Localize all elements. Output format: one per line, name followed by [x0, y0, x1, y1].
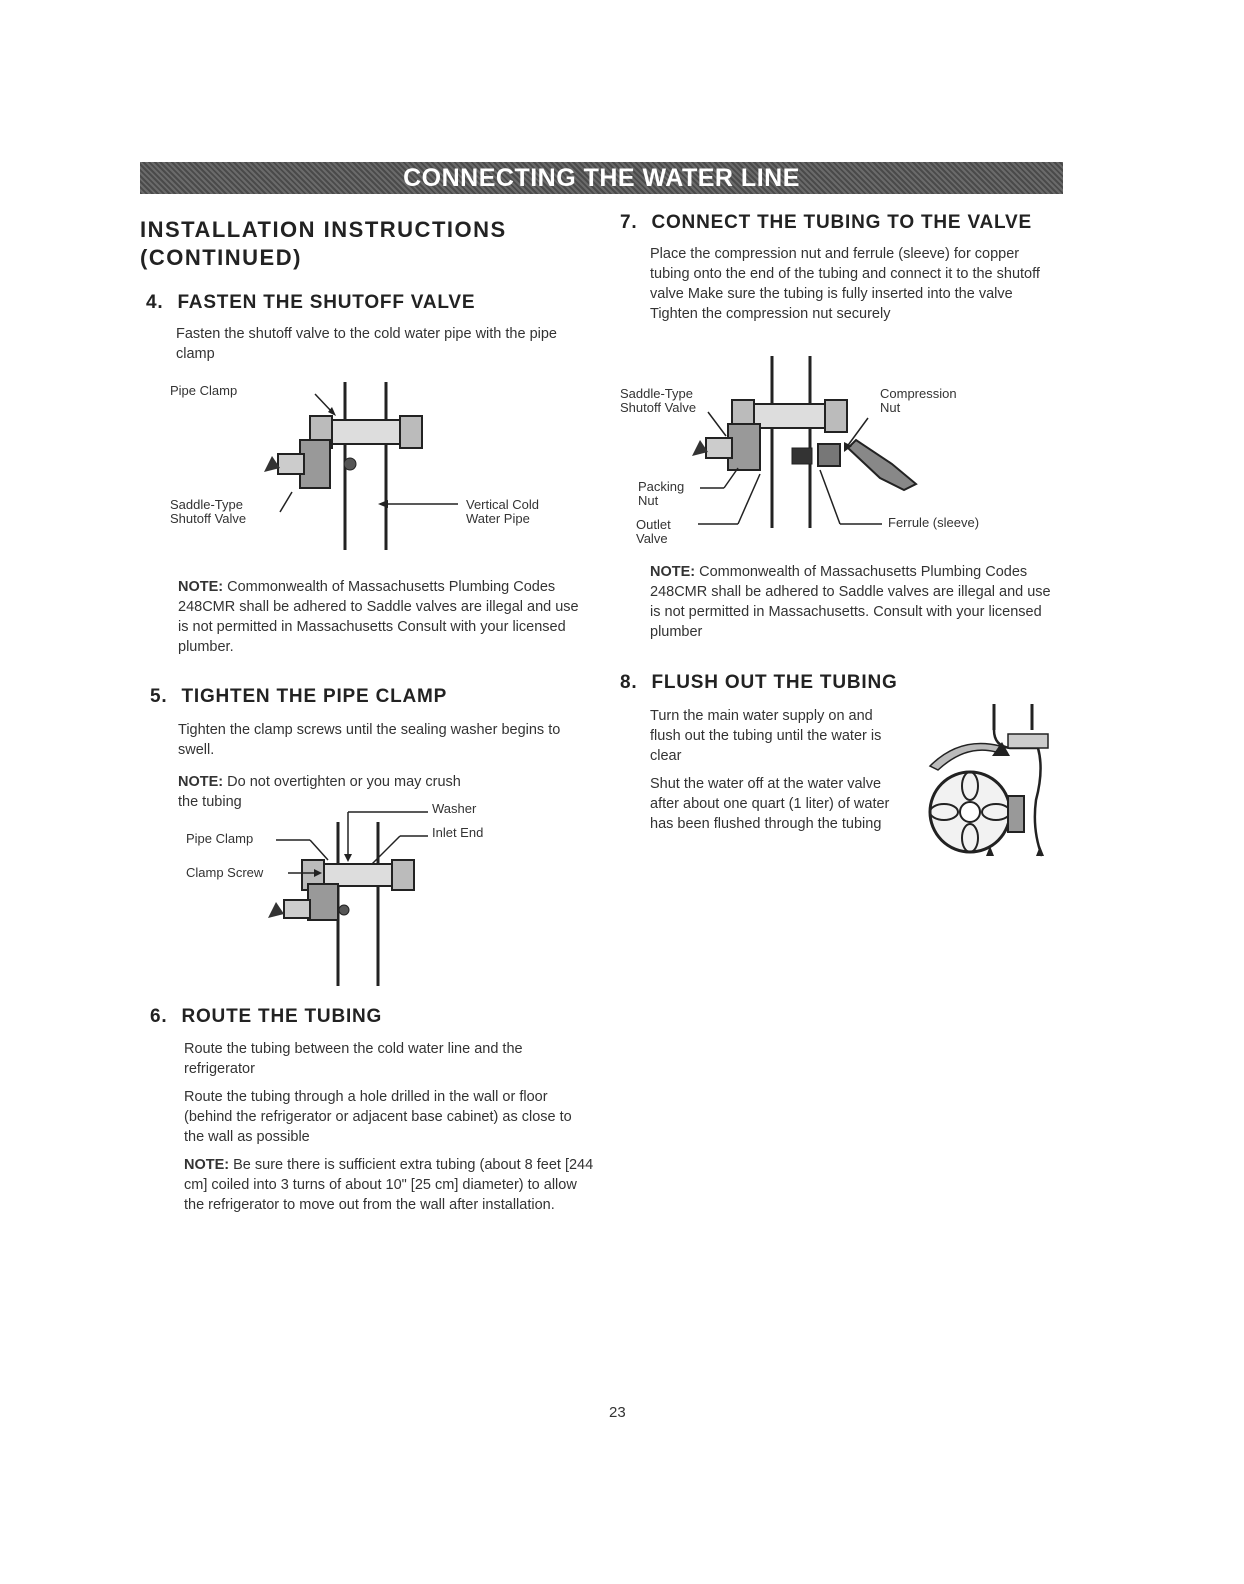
main-title-line1: INSTALLATION INSTRUCTIONS: [140, 217, 507, 242]
step5-note-line1: Do not overtighten or you may crush: [227, 774, 461, 790]
step5-heading: [150, 686, 447, 708]
section-banner: [140, 162, 1063, 194]
step4-note-text: Commonwealth of Massachusetts Plumbing Codes 248CMR shall be adhered to Saddle valves are illegal and use is not permitted in Massachusetts Consult with your licensed plumber.: [178, 579, 579, 655]
step6-note: [184, 1155, 594, 1215]
step8-title: FLUSH OUT THE TUBING: [651, 672, 898, 693]
label-saddle-type-valve: [170, 498, 246, 526]
banner-title: CONNECTING THE WATER LINE: [403, 163, 800, 192]
step7-title: CONNECT THE TUBING TO THE VALVE: [651, 212, 1032, 233]
step8-p1: Turn the main water supply on and flush out the tubing until the water is clear: [650, 708, 882, 764]
step7-note: [650, 562, 1062, 642]
water-valve-illustration: [910, 700, 1060, 862]
step5-number: 5.: [150, 686, 168, 707]
step7-note-text: Commonwealth of Massachusetts Plumbing Codes 248CMR shall be adhered to Saddle valves are illegal and use is not permitted in Massachusetts. Consult with your licensed plumber: [650, 564, 1051, 640]
label-pipe-clamp: Pipe Clamp: [170, 383, 238, 398]
label-vertical-line1: Vertical Cold: [466, 497, 539, 512]
label-packing-line2: Nut: [638, 493, 659, 508]
main-title: [140, 216, 507, 272]
label-saddle-7-line1: Saddle-Type: [620, 386, 693, 401]
label-saddle-line2: Shutoff Valve: [170, 511, 247, 526]
step8-p2: Shut the water off at the water valve after about one quart (1 liter) of water has been flushed through the tubing: [650, 776, 890, 832]
step4-title: FASTEN THE SHUTOFF VALVE: [177, 292, 476, 313]
step4-heading: [146, 292, 475, 314]
label-packing-nut: [638, 480, 684, 508]
label-compression-line2: Nut: [880, 400, 901, 415]
step4-text: Fasten the shutoff valve to the cold water pipe with the pipe clamp: [176, 326, 557, 362]
step6-heading: [150, 1006, 382, 1028]
step6-note-label: NOTE:: [184, 1157, 230, 1173]
step6-p2: Route the tubing through a hole drilled in the wall or floor (behind the refrigerator or adjacent base cabinet) as close to the wall as possible: [184, 1089, 572, 1145]
step7-number: 7.: [620, 212, 638, 233]
step5-text: Tighten the clamp screws until the sealing washer begins to swell.: [178, 722, 561, 758]
step6-p1: Route the tubing between the cold water line and the refrigerator: [184, 1041, 523, 1077]
label-outlet-valve: [636, 518, 671, 546]
step5-title: TIGHTEN THE PIPE CLAMP: [181, 686, 448, 707]
step6-number: 6.: [150, 1006, 168, 1027]
label-pipe-clamp-5: Pipe Clamp: [186, 831, 254, 846]
step7-text: Place the compression nut and ferrule (sleeve) for copper tubing onto the end of the tubing and connect it to the shutoff valve Make sure the tubing is fully inserted into the valve Tighten the compression nut securely: [650, 246, 1040, 322]
label-compression-nut: [880, 387, 957, 415]
label-outlet-line1: Outlet: [636, 517, 671, 532]
label-washer: Washer: [432, 801, 477, 816]
step5-note-label: NOTE:: [178, 774, 224, 790]
label-vertical-cold-water-pipe: [466, 498, 539, 526]
label-saddle-line1: Saddle-Type: [170, 497, 243, 512]
step6-title: ROUTE THE TUBING: [181, 1006, 383, 1027]
label-packing-line1: Packing: [638, 479, 685, 494]
label-saddle-7-line2: Shutoff Valve: [620, 400, 697, 415]
label-vertical-line2: Water Pipe: [466, 511, 530, 526]
step6-note-text: Be sure there is sufficient extra tubing (about 8 feet [244 cm] coiled into 3 turns of about 10" [25 cm] diameter) to allow the refrigerator to move out from the wall after installation.: [184, 1157, 594, 1213]
label-outlet-line2: Valve: [636, 531, 668, 546]
step4-note: [178, 577, 580, 657]
step7-note-label: NOTE:: [650, 564, 696, 580]
step5-note-line2: the tubing: [178, 794, 242, 810]
label-inlet-end: Inlet End: [432, 825, 484, 840]
label-ferrule: Ferrule (sleeve): [888, 515, 980, 530]
label-saddle-type-valve-7: [620, 387, 696, 415]
step6-body: [184, 1039, 594, 1223]
main-title-line2: (CONTINUED): [140, 245, 302, 270]
label-compression-line1: Compression: [880, 386, 957, 401]
step4-number: 4.: [146, 292, 164, 313]
step7-heading: [620, 212, 1032, 234]
label-clamp-screw: Clamp Screw: [186, 865, 264, 880]
step4-note-label: NOTE:: [178, 579, 224, 595]
step8-number: 8.: [620, 672, 638, 693]
page-number: 23: [609, 1404, 626, 1421]
step8-heading: [620, 672, 898, 694]
step8-body: [650, 706, 898, 842]
